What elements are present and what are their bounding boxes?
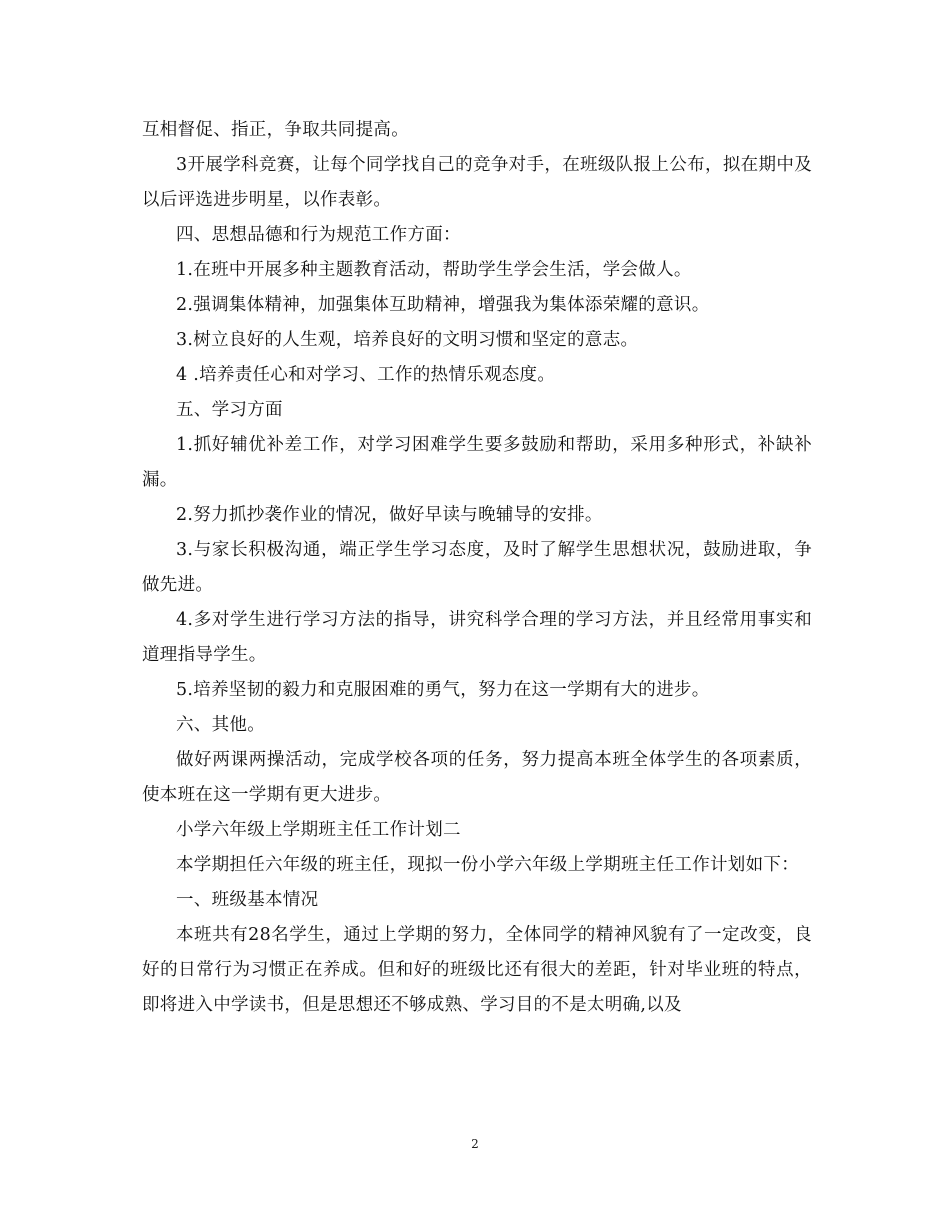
paragraph-17: 本学期担任六年级的班主任，现拟一份小学六年级上学期班主任工作计划如下： — [176, 855, 799, 875]
paragraph-6: 3.树立良好的人生观，培养良好的文明习惯和坚定的意志。 — [176, 330, 639, 350]
paragraph-15: 做好两课两操活动，完成学校各项的任务，努力提高本班全体学生的各项素质，使本班在这一学期有更大进步。 — [142, 750, 812, 805]
section-heading-6: 六、其他。 — [176, 715, 265, 735]
document-body — [142, 113, 812, 1023]
page-number: 2 — [471, 1137, 479, 1151]
paragraph-7: 4 .培养责任心和对学习、工作的热情乐观态度。 — [176, 365, 556, 385]
section-heading-5: 五、学习方面 — [176, 400, 283, 420]
paragraph-2: 3开展学科竞赛，让每个同学找自己的竞争对手，在班级队报上公布，拟在期中及以后评选进步明星，以作表彰。 — [142, 155, 812, 210]
paragraph-5: 2.强调集体精神，加强集体互助精神，增强我为集体添荣耀的意识。 — [176, 295, 710, 315]
plan-title: 小学六年级上学期班主任工作计划二 — [176, 820, 461, 840]
paragraph-9: 1.抓好辅优补差工作，对学习困难学生要多鼓励和帮助，采用多种形式，补缺补漏。 — [142, 435, 812, 490]
paragraph-11: 3.与家长积极沟通，端正学生学习态度，及时了解学生思想状况，鼓励进取，争做先进。 — [142, 540, 812, 595]
paragraph-1: 互相督促、指正，争取共同提高。 — [142, 120, 409, 140]
paragraph-12: 4.多对学生进行学习方法的指导，讲究科学合理的学习方法，并且经常用事实和道理指导学生。 — [142, 610, 812, 665]
section-heading-4: 四、思想品德和行为规范工作方面： — [176, 225, 461, 245]
paragraph-4: 1.在班中开展多种主题教育活动，帮助学生学会生活，学会做人。 — [176, 260, 692, 280]
paragraph-19: 本班共有28名学生，通过上学期的努力，全体同学的精神风貌有了一定改变，良好的日常行为习惯正在养成。但和好的班级比还有很大的差距，针对毕业班的特点，即将进入中学读书，但是思想还不够成熟、学习目的不是太明确,以及 — [142, 925, 812, 1015]
paragraph-10: 2.努力抓抄袭作业的情况，做好早读与晚辅导的安排。 — [176, 505, 603, 525]
section-heading-1: 一、班级基本情况 — [176, 890, 319, 910]
paragraph-13: 5.培养坚韧的毅力和克服困难的勇气，努力在这一学期有大的进步。 — [176, 680, 710, 700]
